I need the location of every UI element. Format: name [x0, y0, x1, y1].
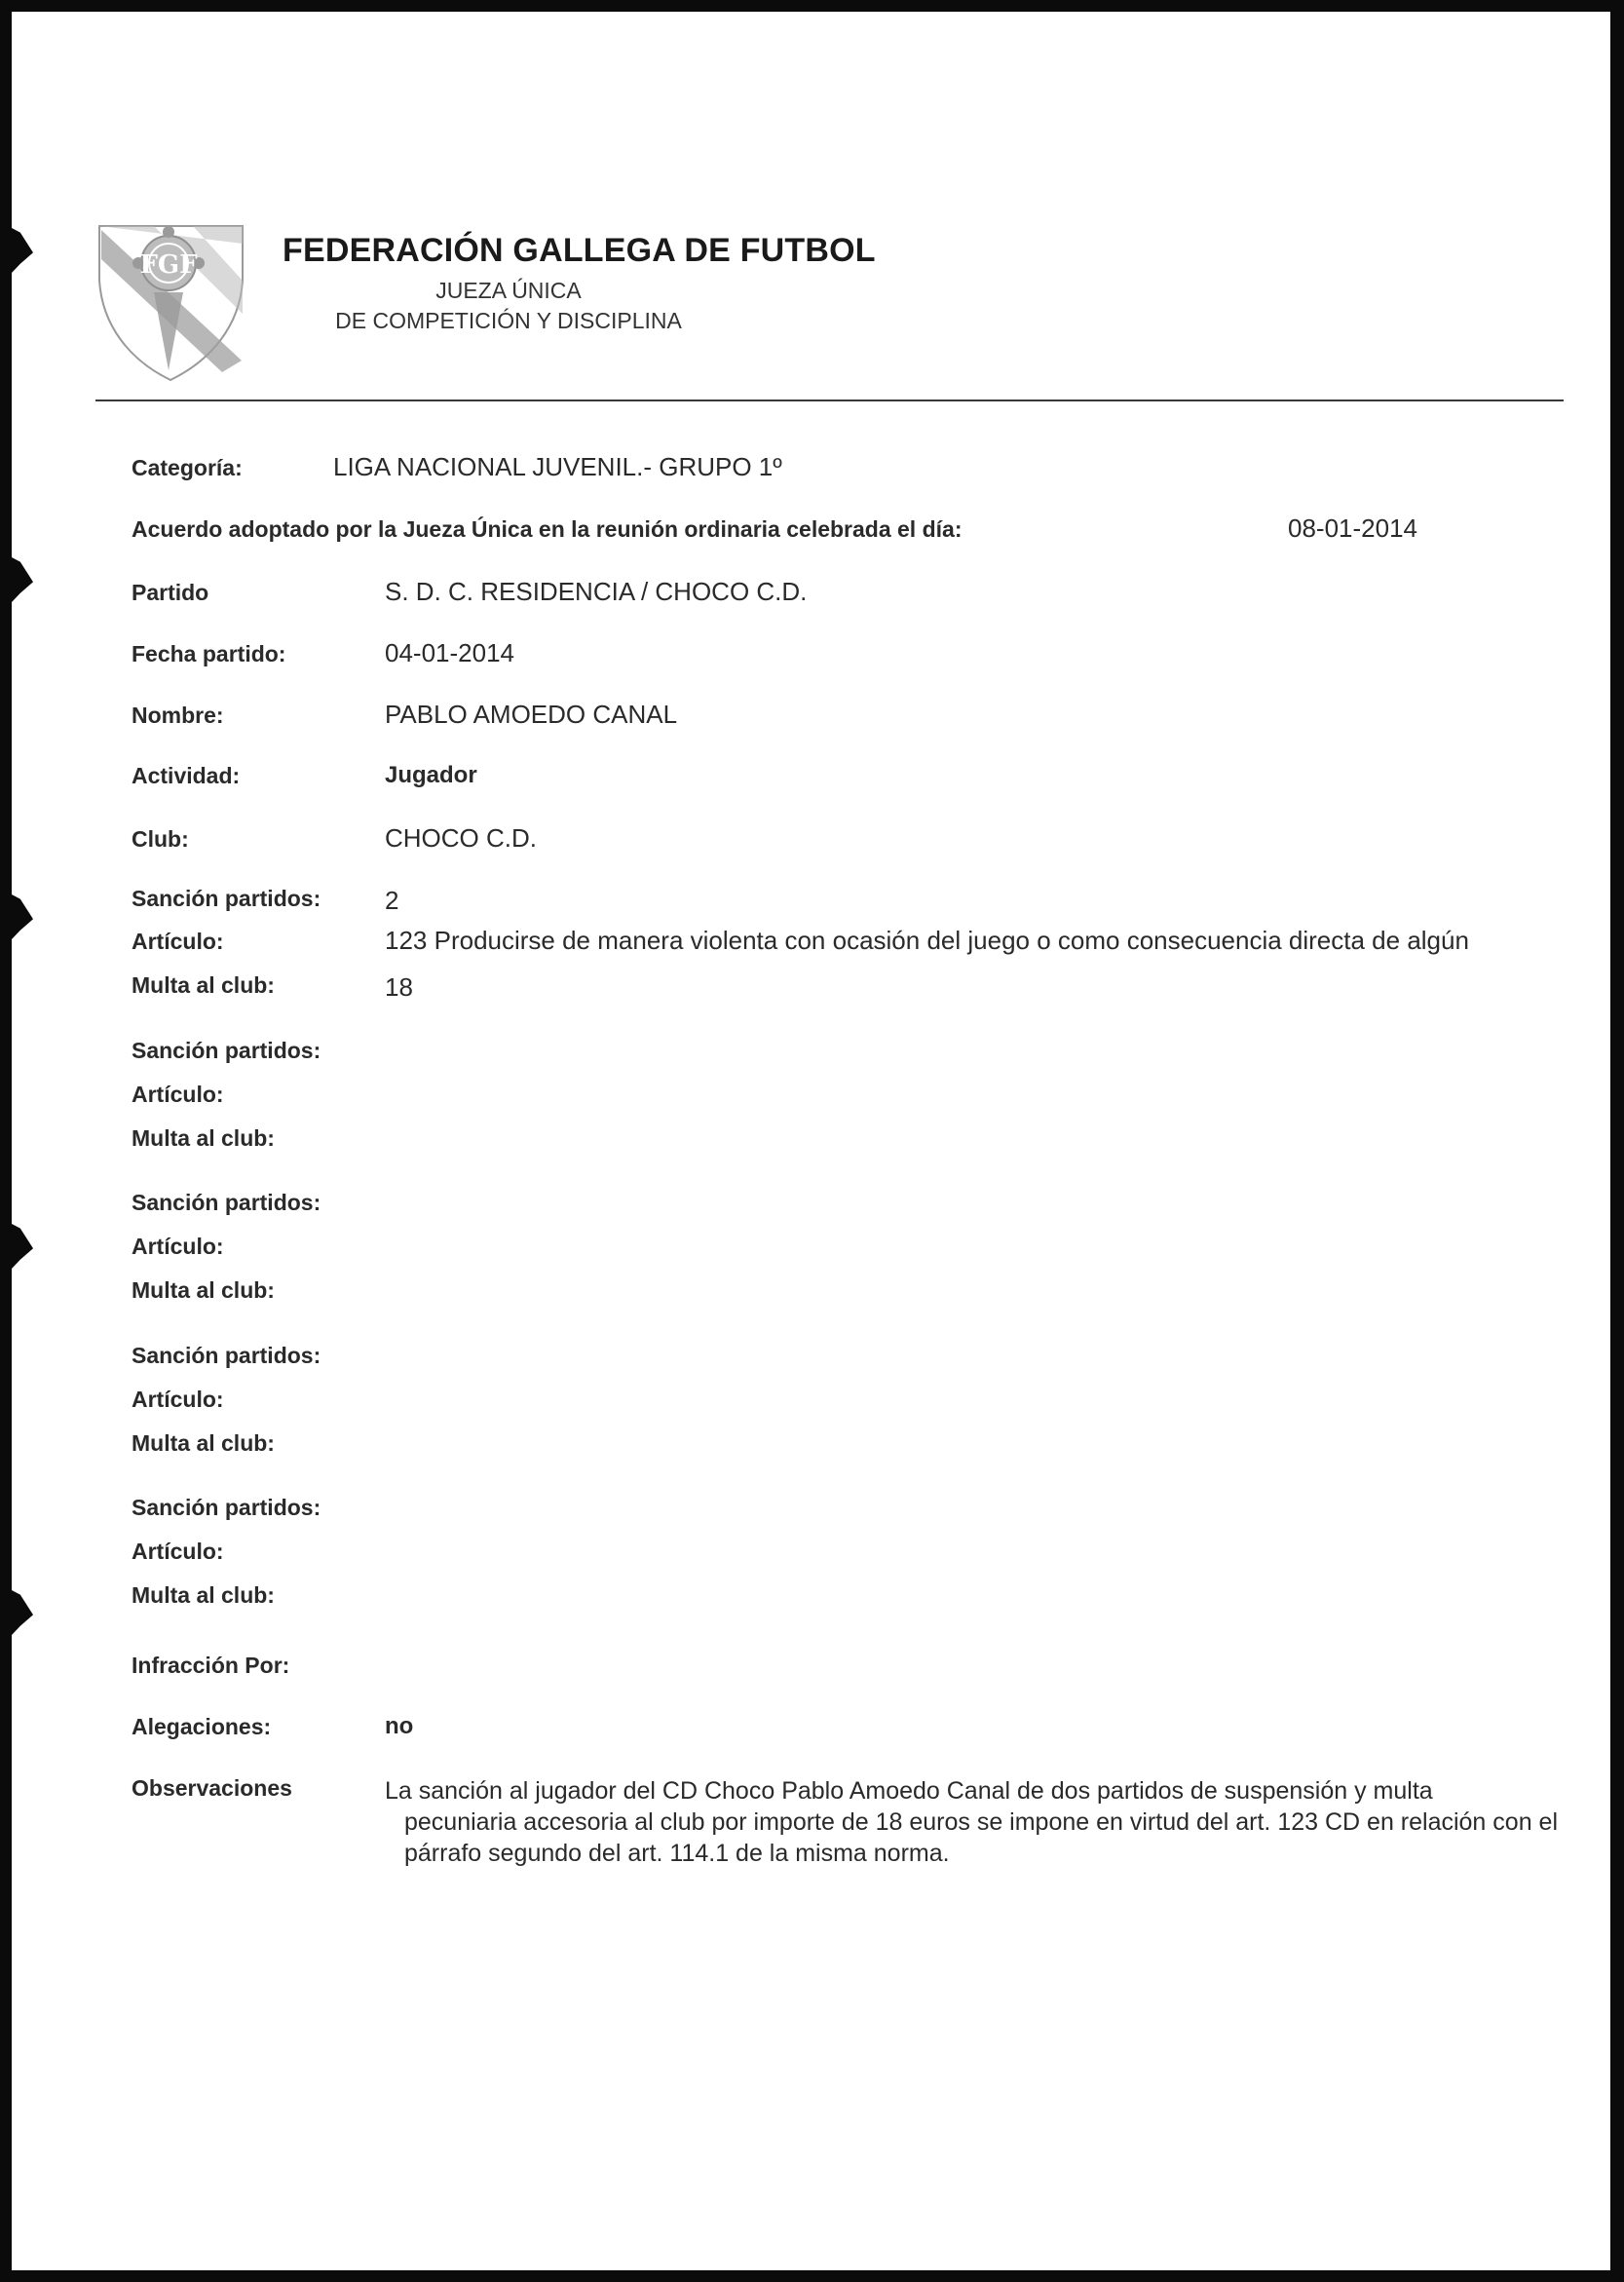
nombre-label: Nombre:	[132, 703, 224, 728]
alegaciones-value: no	[385, 1713, 414, 1739]
sancion-partidos-label: Sanción partidos:	[132, 1190, 321, 1215]
actividad-label: Actividad:	[132, 763, 241, 788]
club-value: CHOCO C.D.	[385, 823, 537, 853]
articulo-label: Artículo:	[132, 929, 224, 954]
nombre-value: PABLO AMOEDO CANAL	[385, 700, 678, 729]
articulo-label: Artículo:	[132, 1082, 224, 1107]
binding-mark	[12, 1590, 33, 1635]
acuerdo-label: Acuerdo adoptado por la Jueza Única en la reunión ordinaria celebrada el día:	[132, 516, 963, 542]
infraccion-label: Infracción Por:	[132, 1653, 290, 1678]
observaciones-line1: La sanción al jugador del CD Choco Pablo Amoedo Canal de dos partidos de suspensión y multa	[385, 1777, 1433, 1805]
categoria-label: Categoría:	[132, 455, 243, 480]
articulo-label: Artículo:	[132, 1387, 224, 1412]
articulo-label: Artículo:	[132, 1234, 224, 1259]
sancion-partidos-label: Sanción partidos:	[132, 1495, 321, 1520]
subtitle-line2: DE COMPETICIÓN Y DISCIPLINA	[335, 308, 682, 333]
articulo-value: 123 Producirse de manera violenta con ocasión del juego o como consecuencia directa de algún	[385, 926, 1469, 955]
federation-title: FEDERACIÓN GALLEGA DE FUTBOL	[283, 232, 876, 269]
federation-crest-logo	[95, 224, 246, 382]
binding-mark	[12, 894, 33, 939]
fecha-partido-label: Fecha partido:	[132, 641, 286, 666]
partido-label: Partido	[132, 580, 209, 605]
categoria-value: LIGA NACIONAL JUVENIL.- GRUPO 1º	[333, 452, 782, 481]
binding-mark	[12, 557, 33, 602]
sancion-partidos-value: 2	[385, 886, 399, 915]
multa-club-value: 18	[385, 972, 413, 1002]
observaciones-text	[385, 1775, 1568, 1869]
binding-mark	[12, 228, 33, 273]
observaciones-label: Observaciones	[132, 1775, 292, 1801]
articulo-label: Artículo:	[132, 1539, 224, 1564]
multa-club-label: Multa al club:	[132, 1277, 275, 1303]
document-page	[12, 12, 1610, 2270]
header-divider	[95, 399, 1564, 401]
binding-mark	[12, 1224, 33, 1269]
multa-club-label: Multa al club:	[132, 1430, 275, 1456]
sancion-partidos-label: Sanción partidos:	[132, 1038, 321, 1063]
multa-club-label: Multa al club:	[132, 1582, 275, 1608]
acuerdo-date: 08-01-2014	[1288, 513, 1417, 543]
partido-value: S. D. C. RESIDENCIA / CHOCO C.D.	[385, 577, 808, 606]
club-label: Club:	[132, 826, 189, 852]
sancion-partidos-label: Sanción partidos:	[132, 886, 321, 911]
subtitle-line1: JUEZA ÚNICA	[435, 278, 582, 303]
alegaciones-label: Alegaciones:	[132, 1714, 272, 1739]
fecha-partido-value: 04-01-2014	[385, 638, 514, 667]
crest-letters: FGF	[139, 250, 198, 280]
multa-club-label: Multa al club:	[132, 1125, 275, 1151]
sancion-partidos-label: Sanción partidos:	[132, 1343, 321, 1368]
observaciones-rest: pecuniaria accesoria al club por importe de 18 euros se impone en virtud del art. 123 CD en relación con el párrafo segundo del art. 114.1 de la misma norma.	[404, 1808, 1558, 1867]
multa-club-label: Multa al club:	[132, 972, 275, 998]
federation-subtitle	[255, 276, 762, 336]
actividad-value: Jugador	[385, 762, 477, 788]
